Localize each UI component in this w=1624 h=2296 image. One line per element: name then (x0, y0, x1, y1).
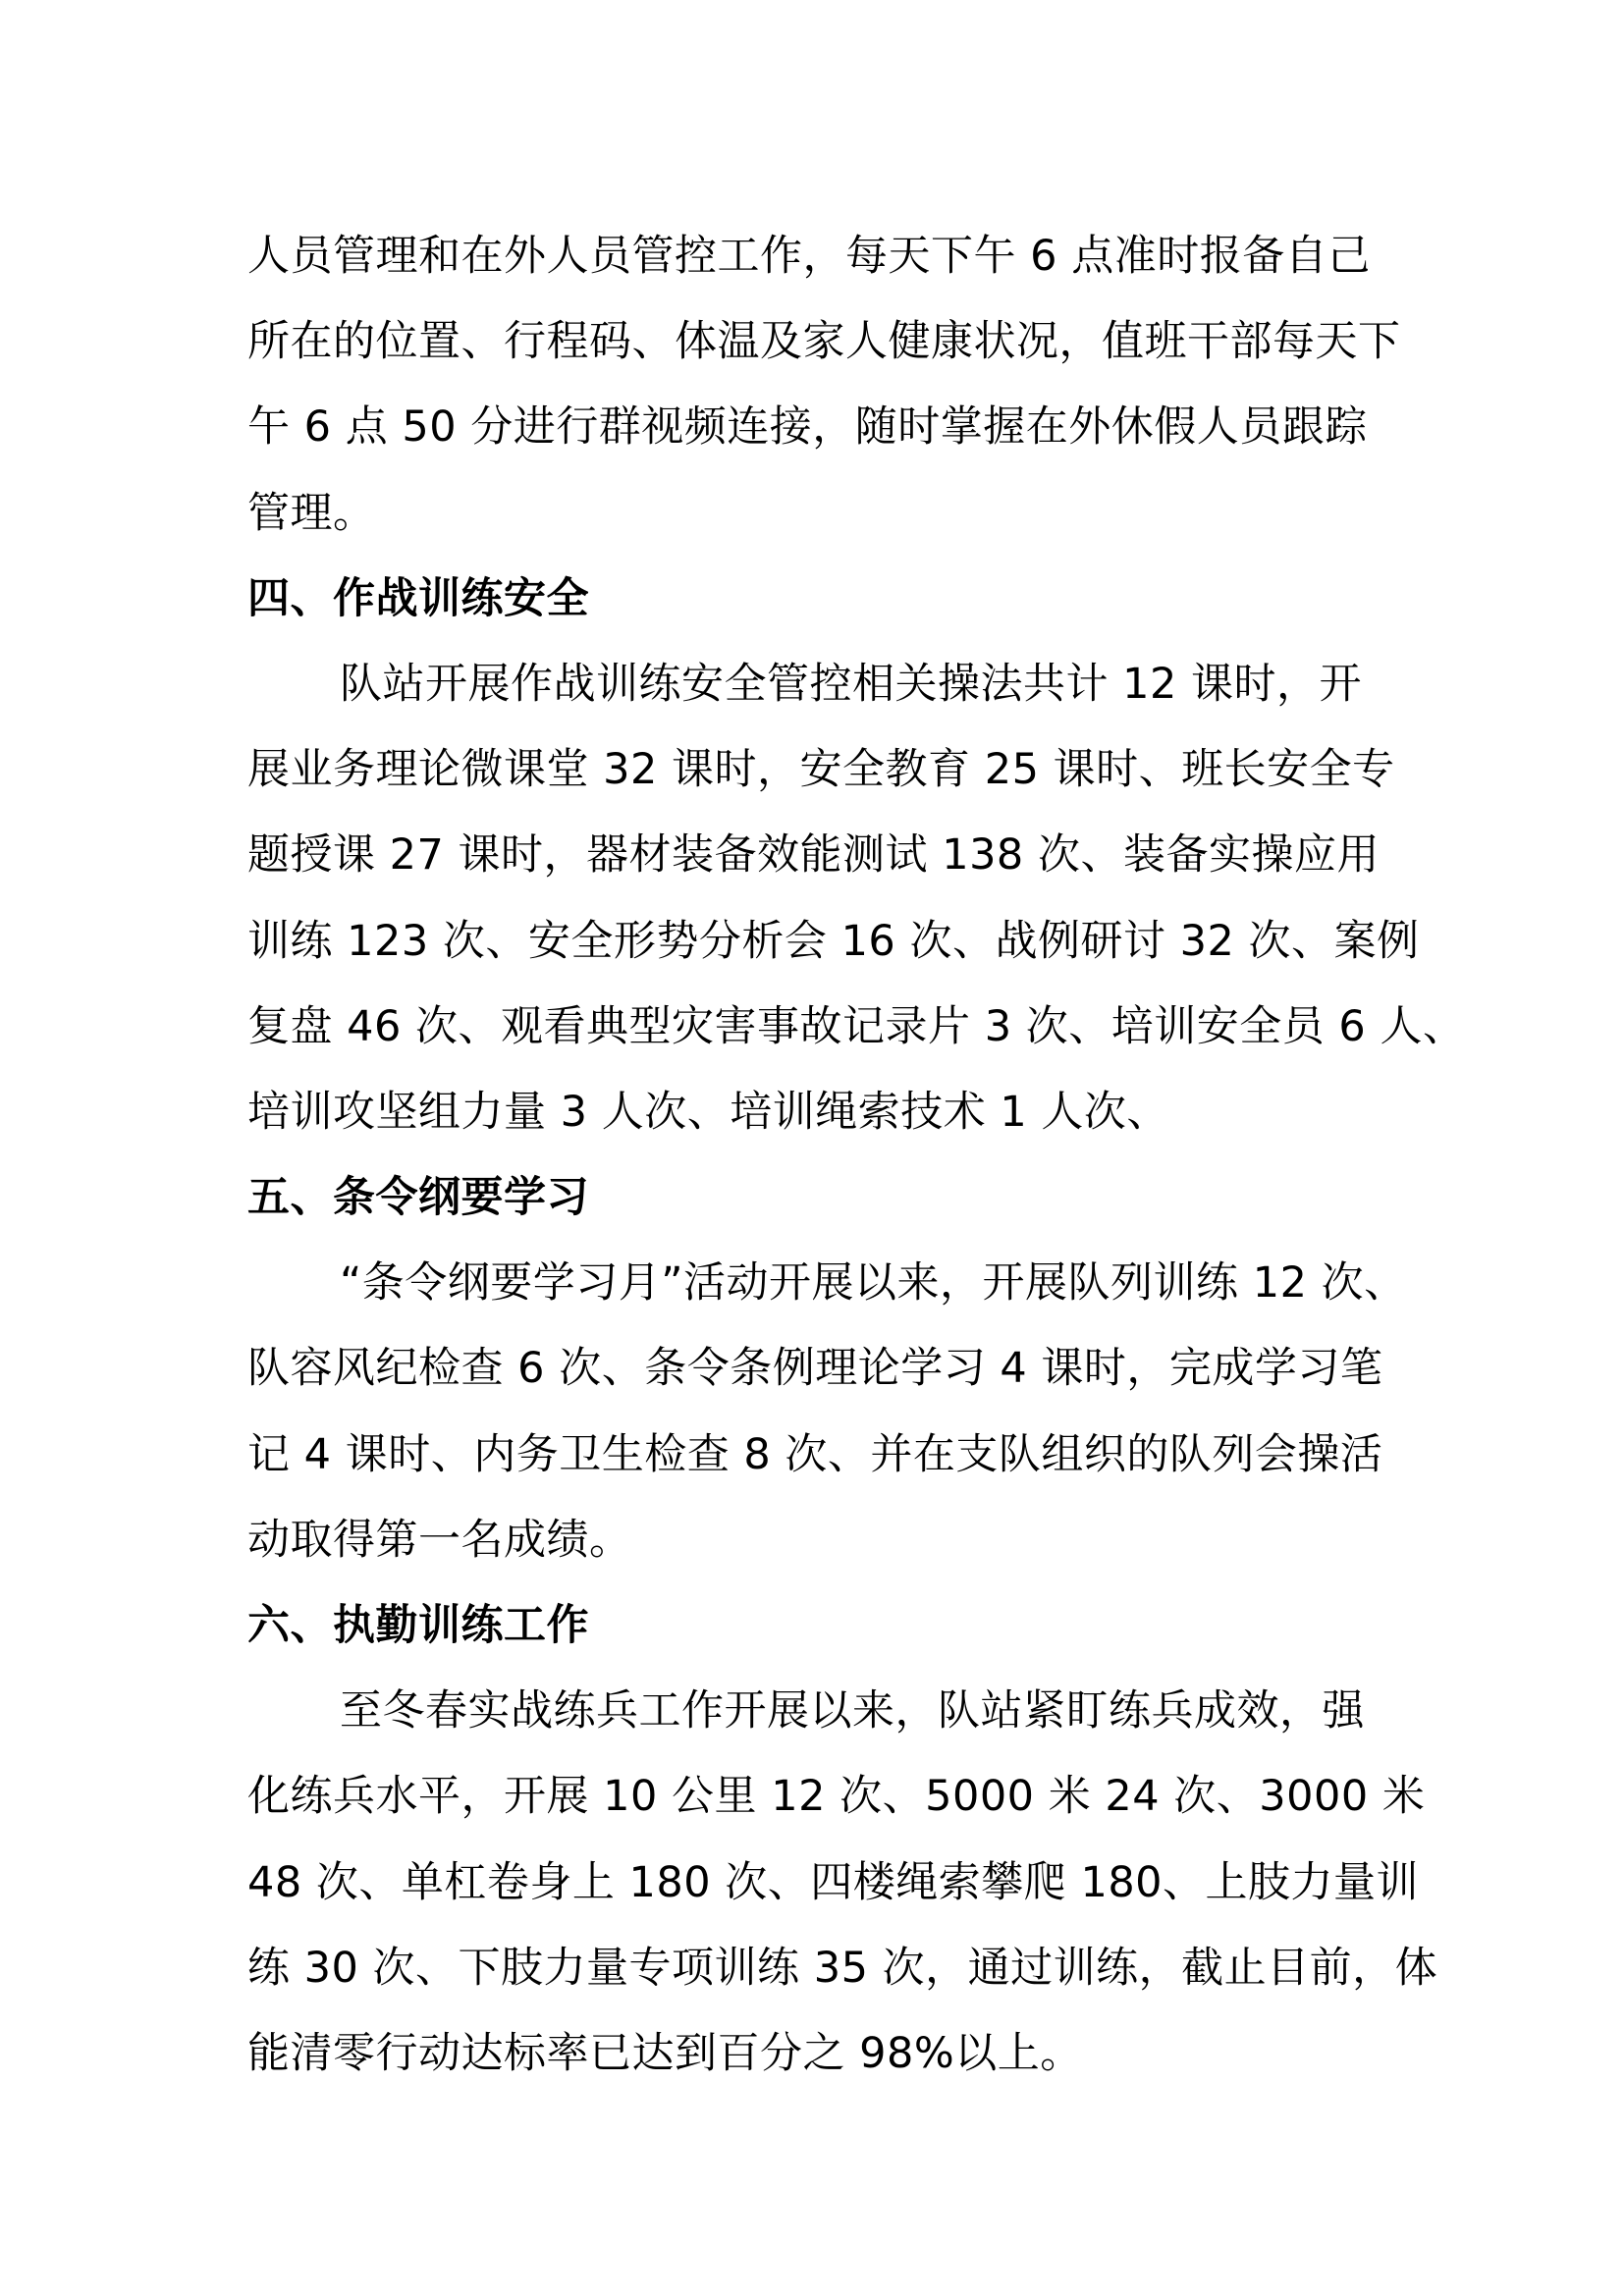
paragraph-line: 化练兵水平，开展 10 公里 12 次、5000 米 24 次、3000 米 (247, 1772, 1426, 1822)
section-heading (247, 1155, 1396, 1241)
paragraph-line: 练 30 次、下肢力量专项训练 35 次，通过训练，截止目前，体 (247, 1943, 1438, 1993)
paragraph-line: 动取得第一名成绩。 (247, 1515, 632, 1565)
paragraph-line: 题授课 27 课时，器材装备效能测试 138 次、装备实操应用 (247, 830, 1380, 881)
paragraph-line: 队站开展作战训练安全管控相关操法共计 12 课时，开 (340, 659, 1363, 709)
paragraph-line: 展业务理论微课堂 32 课时，安全教育 25 课时、班长安全专 (247, 745, 1395, 795)
paragraph-line: 午 6 点 50 分进行群视频连接，随时掌握在外休假人员跟踪 (247, 402, 1368, 453)
paragraph-line: 培训攻坚组力量 3 人次、培训绳索技术 1 人次、 (247, 1087, 1169, 1137)
paragraph (247, 1669, 1438, 2097)
section-heading (247, 557, 1396, 642)
heading-text: 五、条令纲要学习 (247, 1173, 589, 1223)
heading-text: 六、执勤训练工作 (247, 1601, 589, 1650)
heading-text: 四、作战训练安全 (247, 573, 589, 623)
paragraph-line: 48 次、单杠卷身上 180 次、四楼绳索攀爬 180、上肢力量训 (247, 1857, 1420, 1907)
paragraph-line: 记 4 课时、内务卫生检查 8 次、并在支队组织的队列会操活 (247, 1429, 1383, 1479)
paragraph-line: 管理。 (247, 488, 376, 538)
paragraph-line: 复盘 46 次、观看典型灾害事故记录片 3 次、培训安全员 6 人、 (247, 1001, 1466, 1051)
section-heading (247, 1583, 1396, 1669)
paragraph-line: 能清零行动达标率已达到百分之 98%以上。 (247, 2028, 1083, 2078)
paragraph (247, 642, 1466, 1155)
paragraph-line: “条令纲要学习月”活动开展以来，开展队列训练 12 次、 (340, 1258, 1407, 1308)
paragraph-line: 队容风纪检查 6 次、条令条例理论学习 4 课时，完成学习笔 (247, 1344, 1383, 1394)
paragraph (247, 1241, 1407, 1583)
paragraph-line: 人员管理和在外人员管控工作，每天下午 6 点准时报备自己 (247, 232, 1371, 281)
document-body (247, 214, 1466, 2097)
paragraph-line: 至冬春实战练兵工作开展以来，队站紧盯练兵成效，强 (340, 1686, 1365, 1736)
paragraph-line: 训练 123 次、安全形势分析会 16 次、战例研讨 32 次、案例 (247, 916, 1420, 966)
paragraph (247, 214, 1401, 557)
paragraph-line: 所在的位置、行程码、体温及家人健康状况，值班干部每天下 (247, 317, 1401, 367)
